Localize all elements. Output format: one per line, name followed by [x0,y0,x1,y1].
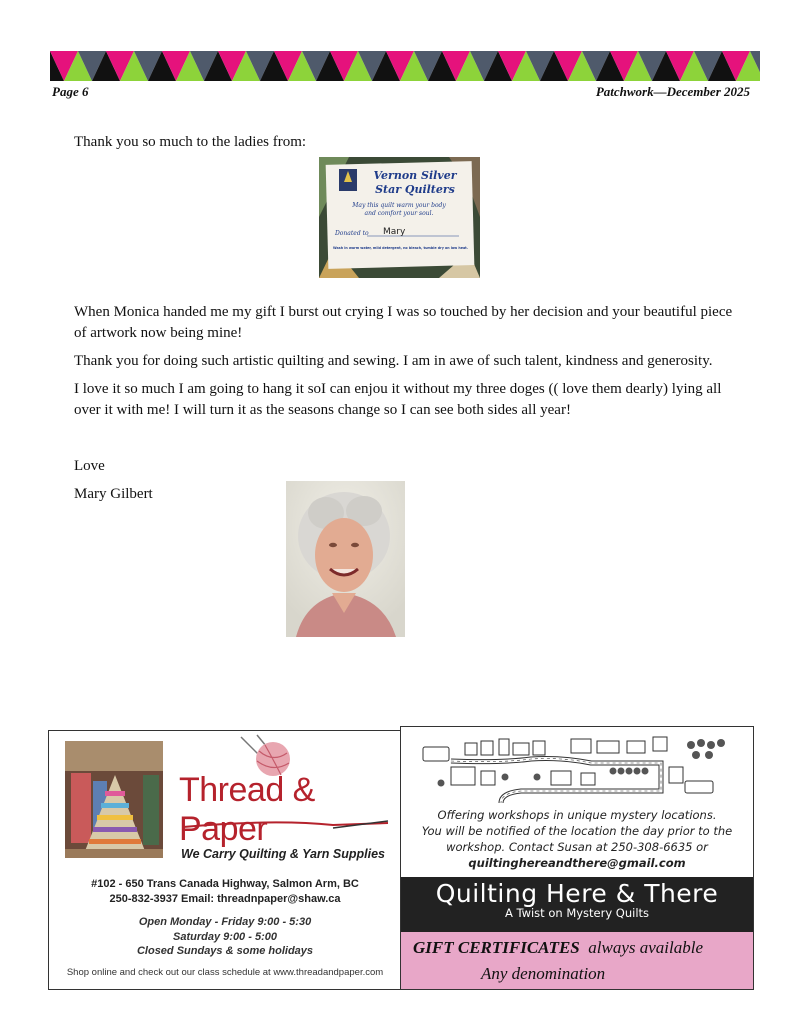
thread-hours-closed: Closed Sundays & some holidays [136,945,314,957]
thread-hours-block [49,915,401,959]
label-donated-name: Mary [383,227,406,237]
qh-desc-line2: You will be notified of the location the day prior to the [421,824,733,838]
letter-paragraph-1: When Monica handed me my gift I burst out crying I was so touched by her decision and your beautiful piece of artwork now being mine! [74,304,733,341]
label-donated: Donated to [335,230,369,237]
letter-paragraph-2: Thank you for doing such artistic quilting and sewing. I am in awe of such talent, kindness and generosity. [74,353,713,369]
gift-certificates-heading: GIFT CERTIFICATES [413,938,580,957]
needle-thread-icon [183,817,393,833]
mystery-map-illustration [421,733,733,805]
closing-word: Love [74,458,105,474]
gift-certificates-panel [401,932,753,989]
label-line2: Star Quilters [375,183,455,196]
thread-address-block [49,877,401,907]
quilting-here-and-there-ad [400,726,754,990]
publication-date: Patchwork—December 2025 [595,84,750,99]
quilt-label-photo [319,157,480,278]
decorative-triangle-banner [50,51,760,81]
store-photo [65,741,163,858]
gift-certificates-line [413,938,703,958]
thread-tagline: We Carry Quilting & Yarn Supplies [181,847,385,861]
thread-shop-online: Shop online and check out our class schedule at www.threadandpaper.com [66,967,384,978]
label-motto2: and comfort your soul. [364,210,434,217]
qh-desc-line1: Offering workshops in unique mystery locations. [437,808,717,822]
label-line1: Vernon Silver [373,169,457,182]
portrait-photo [286,481,405,637]
label-motto1: May this quilt warm your body [352,202,446,209]
quilting-title-banner [401,877,753,932]
thread-address: #102 - 650 Trans Canada Highway, Salmon Arm, BC [91,878,359,890]
qh-email: quiltinghereandthere@gmail.com [468,856,686,870]
qh-desc-line3: workshop. Contact Susan at 250-308-6635 or [446,840,708,854]
quilting-title: Quilting Here & There [435,879,719,908]
label-care: Wash in warm water, mild detergent, no bleach, tumble dry on low heat. [333,246,468,250]
letter-body [74,302,734,428]
thank-you-intro [74,132,734,153]
thread-contact: 250-832-3937 Email: threadnpaper@shaw.ca [109,893,341,905]
letter-paragraph-3: I love it so much I am going to hang it soI can enjou it without my three doges (( love them dearly) lying all over it with me! I will turn it as the seasons change so I can see both sides all year! [74,381,722,418]
thread-hours-weekday: Open Monday - Friday 9:00 - 5:30 [138,916,312,928]
thread-and-paper-ad [48,730,402,990]
signature: Mary Gilbert [74,486,153,502]
page-number: Page 6 [52,84,89,99]
quilting-description [401,807,753,871]
thread-and-paper-logo: Thread & Paper [179,771,315,848]
gift-availability: always available [588,938,703,957]
intro-text: Thank you so much to the ladies from: [74,134,307,150]
thread-hours-saturday: Saturday 9:00 - 5:00 [173,930,277,943]
gift-denomination: Any denomination [481,964,606,983]
quilting-subtitle: A Twist on Mystery Quilts [504,906,650,920]
